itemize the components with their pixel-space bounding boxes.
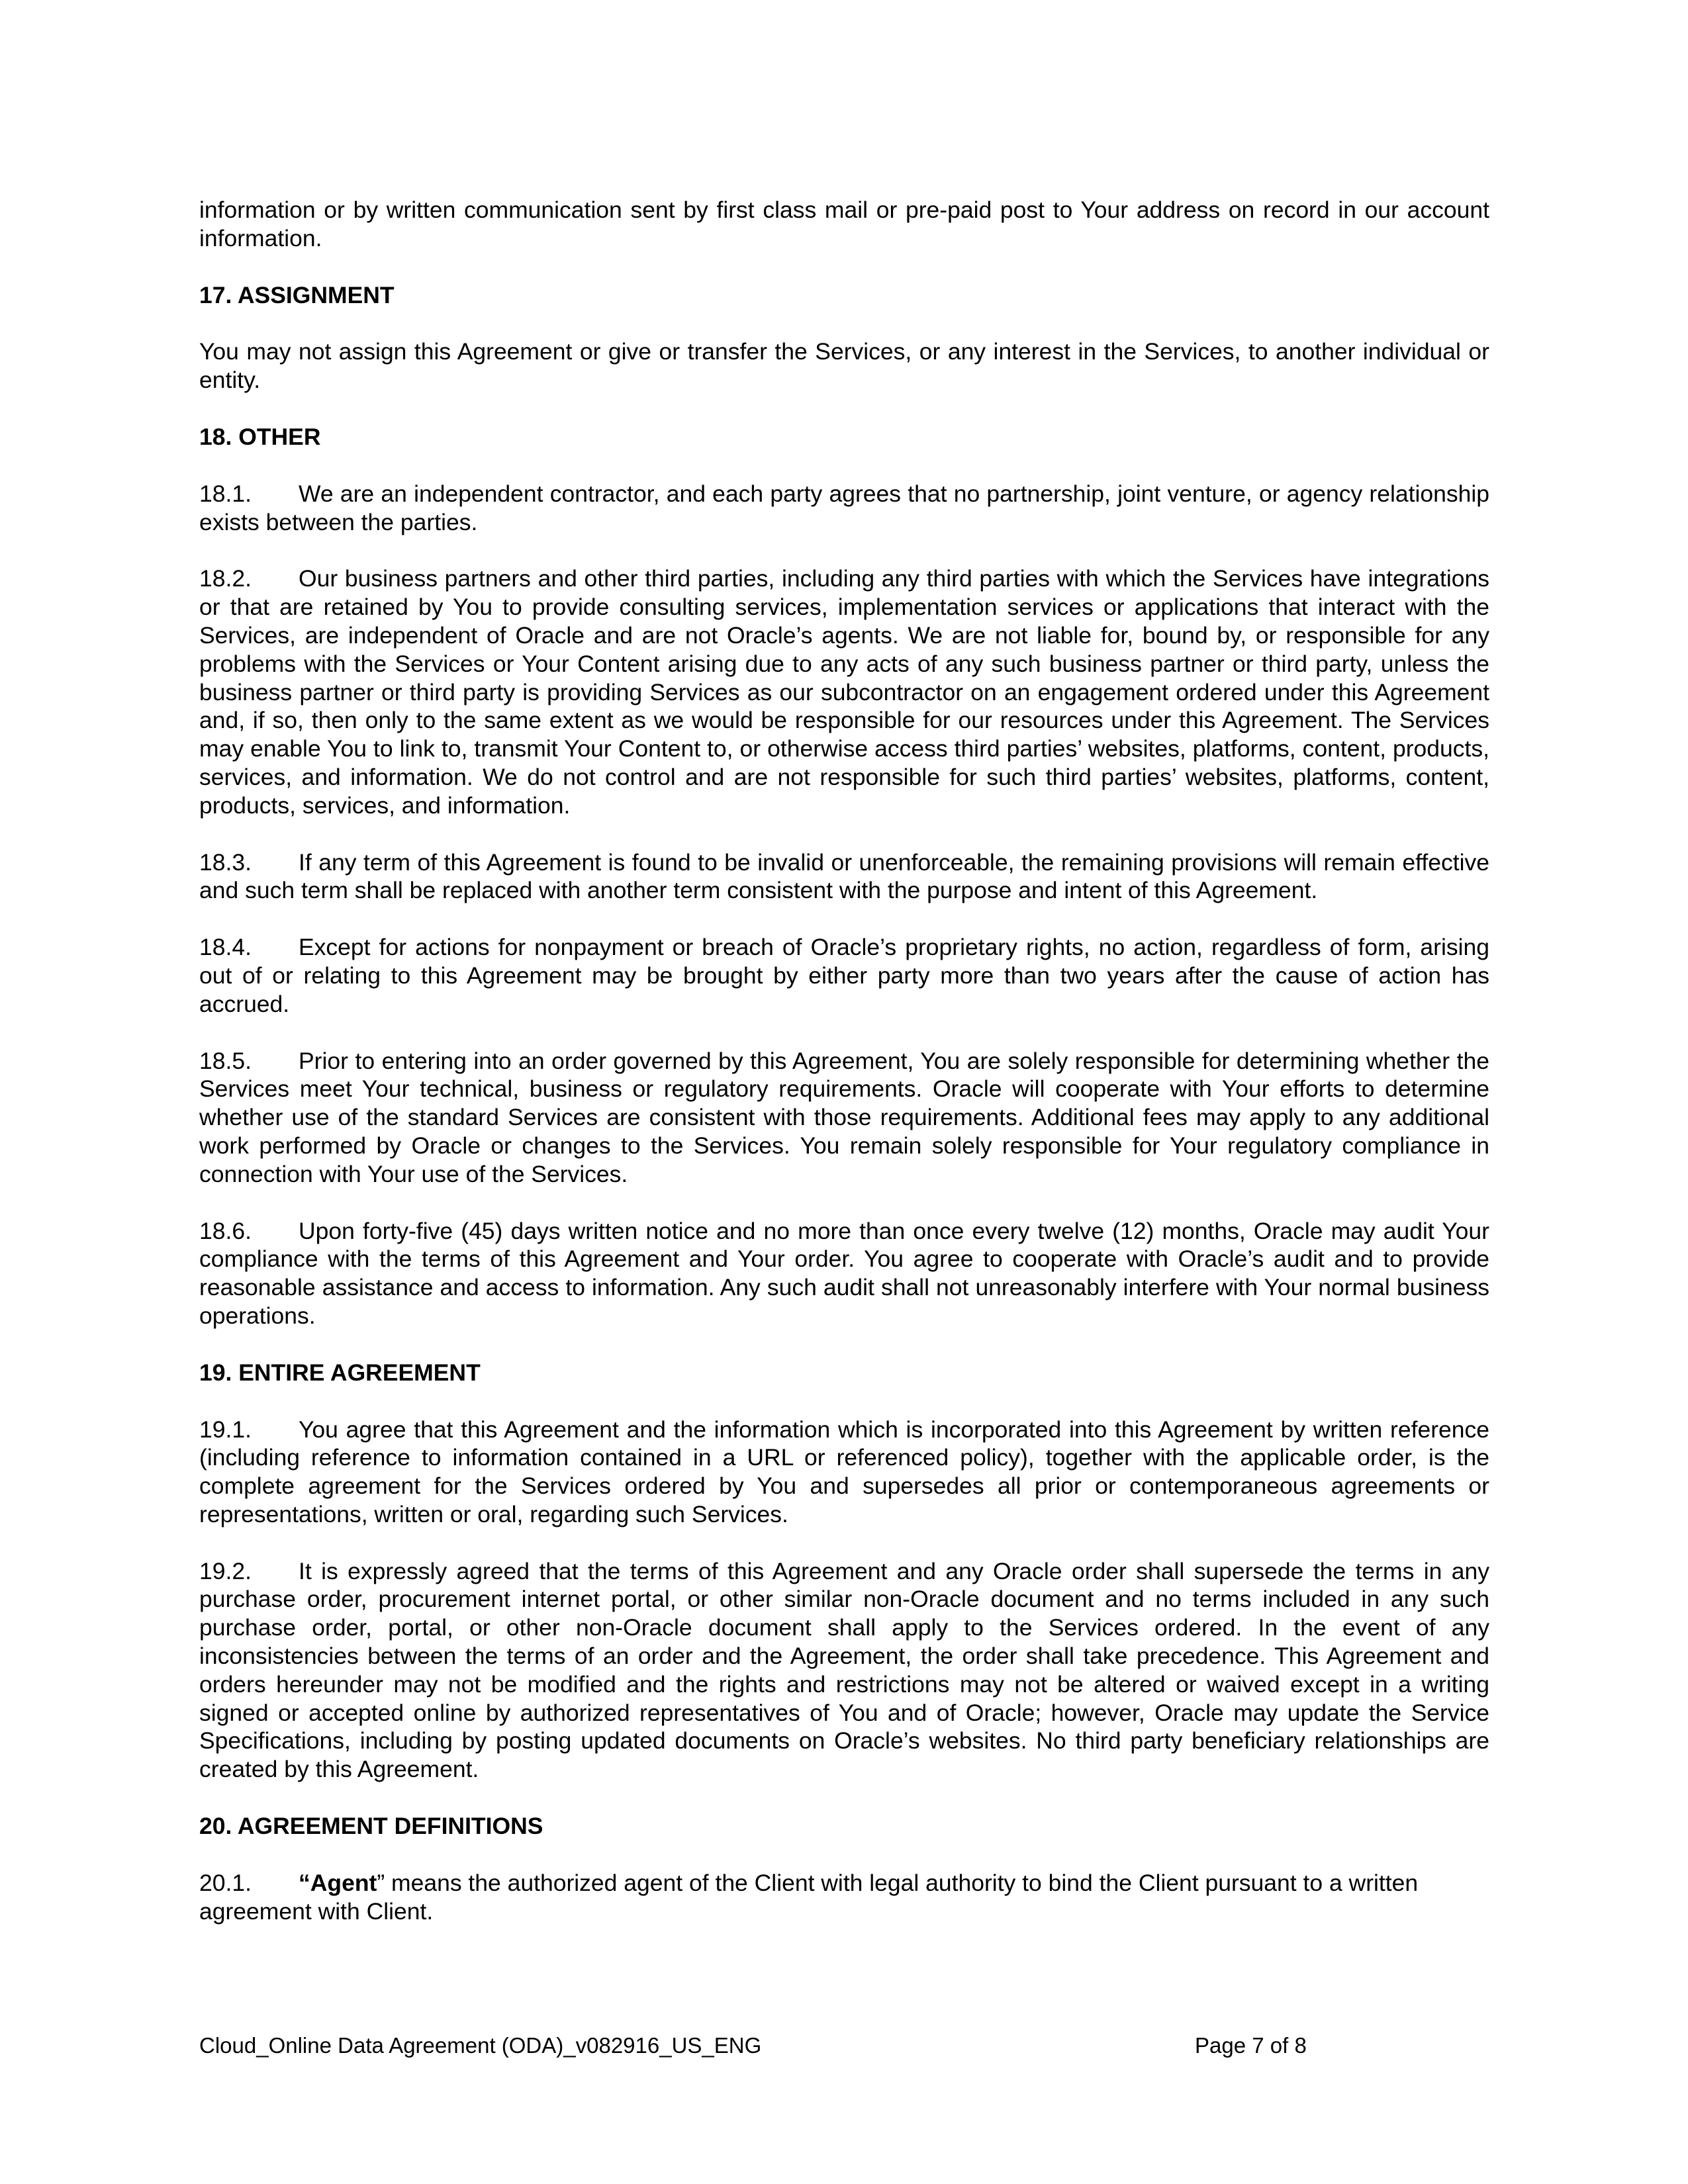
clause-18-5 xyxy=(199,1047,1489,1189)
clause-number: 19.2. xyxy=(199,1557,252,1584)
clause-number: 18.3. xyxy=(199,848,252,876)
clause-text: Our business partners and other third parties, including any third parties with which the Services have integrations or that are retained by You to provide consulting services, implementation services or applications that interact with the Services, are independent of Oracle and are not Oracle’s agents. We are not liable for, bound by, or responsible for any problems with the Services or Your Content arising due to any acts of any such business partner or third party, unless the business partner or third party is providing Services as our subcontractor on an engagement ordered under this Agreement and, if so, then only to the same extent as we would be responsible for our resources under this Agreement. The Services may enable You to link to, transmit Your Content to, or otherwise access third parties’ websites, platforms, content, products, services, and information. We do not control and are not responsible for such third parties’ websites, platforms, content, products, services, and information. xyxy=(199,565,1489,819)
clause-number: 18.5. xyxy=(199,1047,252,1074)
section-20-heading: 20. AGREEMENT DEFINITIONS xyxy=(199,1813,543,1840)
footer-document-id: Cloud_Online Data Agreement (ODA)_v082916_US_ENG xyxy=(199,2033,762,2058)
section-17-heading: 17. ASSIGNMENT xyxy=(199,281,395,308)
clause-number: 18.2. xyxy=(199,565,252,592)
clause-number: 18.1. xyxy=(199,480,252,507)
section-19-heading: 19. ENTIRE AGREEMENT xyxy=(199,1359,481,1386)
clause-number: 19.1. xyxy=(199,1416,252,1443)
clause-text: It is expressly agreed that the terms of this Agreement and any Oracle order shall supersede the terms in any purchase order, procurement internet portal, or other similar non-Oracle document and no terms included in any such purchase order, portal, or other non-Oracle document shall apply to the Services ordered. In the event of any inconsistencies between the terms of an order and the Agreement, the order shall take precedence. This Agreement and orders hereunder may not be modified and the rights and restrictions may not be altered or waived except in a writing signed or accepted online by authorized representatives of You and of Oracle; however, Oracle may update the Service Specifications, including by posting updated documents on Oracle’s websites. No third party beneficiary relationships are created by this Agreement. xyxy=(199,1557,1489,1783)
clause-number: 18.6. xyxy=(199,1217,252,1244)
footer-page-number: Page 7 of 8 xyxy=(1195,2033,1307,2058)
definition-term: Agent xyxy=(310,1869,377,1896)
clause-18-3 xyxy=(199,848,1489,905)
section-17-paragraph: You may not assign this Agreement or give or transfer the Services, or any interest in the Services, to another individual or entity. xyxy=(199,338,1489,394)
clause-19-2 xyxy=(199,1557,1489,1784)
clause-text: You agree that this Agreement and the information which is incorporated into this Agreement by written reference (including reference to information contained in a URL or referenced policy), together with the applicable order, is the complete agreement for the Services ordered by You and supersedes all prior or contemporaneous agreements or representations, written or oral, regarding such Services. xyxy=(199,1416,1489,1527)
clause-18-2 xyxy=(199,565,1489,819)
clause-text: Upon forty-five (45) days written notice and no more than once every twelve (12) months, Oracle may audit Your compliance with the terms of this Agreement and Your order. You agree to cooperate with Oracle’s audit and to provide reasonable assistance and access to information. Any such audit shall not unreasonably interfere with Your normal business operations. xyxy=(199,1217,1489,1329)
clause-number: 20.1. xyxy=(199,1869,252,1896)
clause-text: If any term of this Agreement is found to be invalid or unenforceable, the remaining provisions will remain effective and such term shall be replaced with another term consistent with the purpose and intent of this Agreement. xyxy=(199,848,1489,904)
clause-text: Prior to entering into an order governed by this Agreement, You are solely responsible for determining whether the Services meet Your technical, business or regulatory requirements. Oracle will cooperate with Your efforts to determine whether use of the standard Services are consistent with those requirements. Additional fees may apply to any additional work performed by Oracle or changes to the Services. You remain solely responsible for Your regulatory compliance in connection with Your use of the Services. xyxy=(199,1047,1489,1187)
clause-18-6 xyxy=(199,1217,1489,1330)
page-body xyxy=(199,196,1489,1954)
clause-19-1 xyxy=(199,1416,1489,1529)
definition-open-quote: “ xyxy=(299,1869,310,1896)
clause-20-1 xyxy=(199,1869,1489,1926)
clause-18-4 xyxy=(199,933,1489,1018)
clause-18-1 xyxy=(199,480,1489,537)
definition-text: ” means the authorized agent of the Client with legal authority to bind the Client pursuant to a written agreement with Client. xyxy=(199,1869,1419,1925)
intro-paragraph: information or by written communication sent by first class mail or pre-paid post to Your address on record in our account information. xyxy=(199,197,1489,251)
clause-text: Except for actions for nonpayment or breach of Oracle’s proprietary rights, no action, regardless of form, arising out of or relating to this Agreement may be brought by either party more than two years after the cause of action has accrued. xyxy=(199,934,1489,1017)
section-18-heading: 18. OTHER xyxy=(199,423,321,450)
clause-text: We are an independent contractor, and each party agrees that no partnership, joint venture, or agency relationship exists between the parties. xyxy=(199,480,1489,535)
clause-number: 18.4. xyxy=(199,934,252,961)
